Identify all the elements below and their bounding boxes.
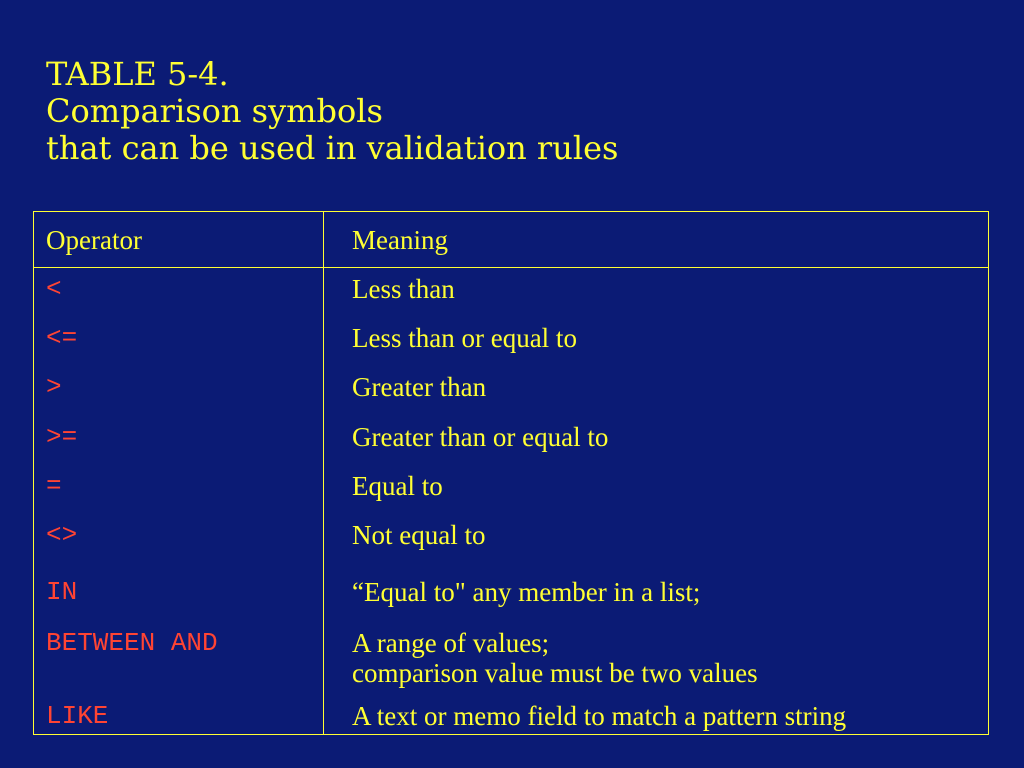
title-line: that can be used in validation rules: [46, 129, 619, 167]
operator-cell: <: [46, 274, 62, 304]
meaning-cell: [352, 628, 758, 688]
title-line: Comparison symbols: [46, 92, 383, 130]
meaning-line: Equal to: [352, 471, 443, 501]
meaning-line: Less than: [352, 274, 455, 304]
title-line: TABLE 5-4.: [46, 55, 229, 93]
meaning-line: Less than or equal to: [352, 323, 577, 353]
operator-cell: <>: [46, 520, 78, 550]
meaning-cell: [352, 274, 455, 304]
header-meaning: Meaning: [352, 225, 448, 255]
operator-cell: >=: [46, 422, 78, 452]
meaning-line: Not equal to: [352, 520, 486, 550]
meaning-line: Greater than or equal to: [352, 422, 609, 452]
header-operator: Operator: [46, 225, 142, 255]
operator-cell: IN: [46, 577, 78, 607]
meaning-cell: [352, 471, 443, 501]
operator-cell: LIKE: [46, 701, 109, 731]
meaning-cell: [352, 577, 700, 607]
meaning-cell: [352, 372, 486, 402]
meaning-cell: [352, 422, 608, 452]
meaning-cell: [352, 323, 577, 353]
operator-table: [33, 211, 989, 735]
slide-title: [46, 56, 618, 167]
header-divider: [34, 267, 988, 268]
operator-cell: >: [46, 372, 62, 402]
meaning-cell: [352, 520, 485, 550]
meaning-line: A range of values;: [352, 628, 550, 658]
operator-cell: <=: [46, 323, 78, 353]
meaning-line: comparison value must be two values: [352, 658, 758, 688]
operator-cell: BETWEEN AND: [46, 628, 218, 658]
meaning-cell: [352, 701, 846, 731]
operator-cell: =: [46, 471, 62, 501]
meaning-line: Greater than: [352, 372, 487, 402]
column-divider: [323, 212, 324, 734]
meaning-line: A text or memo field to match a pattern string: [352, 701, 847, 731]
meaning-line: “Equal to" any member in a list;: [352, 577, 701, 607]
